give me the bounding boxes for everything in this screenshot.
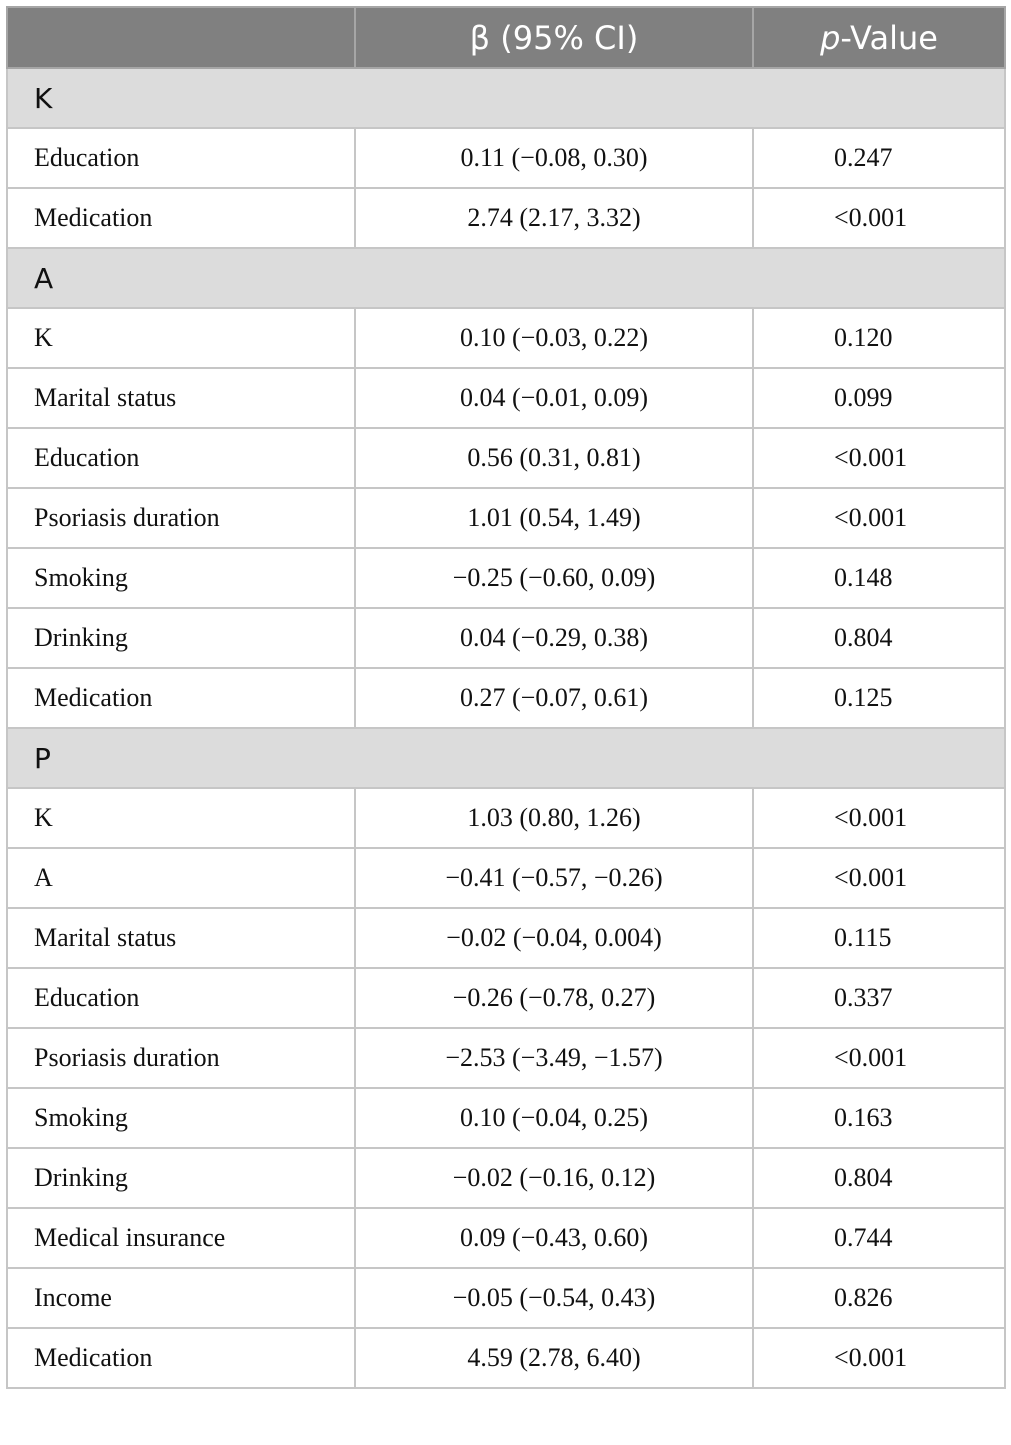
- p-value-cell: 0.115: [753, 908, 1005, 968]
- p-value-cell: 0.804: [753, 608, 1005, 668]
- table-row: [7, 368, 1005, 428]
- p-value-cell: <0.001: [753, 848, 1005, 908]
- table-row: [7, 1268, 1005, 1328]
- p-value-cell: 0.120: [753, 308, 1005, 368]
- variable-cell: Education: [7, 968, 355, 1028]
- variable-cell: Psoriasis duration: [7, 1028, 355, 1088]
- beta-cell: 4.59 (2.78, 6.40): [355, 1328, 753, 1388]
- table-row: [7, 1028, 1005, 1088]
- table-row: [7, 668, 1005, 728]
- regression-table: [6, 6, 1006, 1389]
- variable-cell: Medication: [7, 668, 355, 728]
- variable-cell: Psoriasis duration: [7, 488, 355, 548]
- beta-cell: −0.41 (−0.57, −0.26): [355, 848, 753, 908]
- table-body: [7, 68, 1005, 1388]
- table-row: [7, 788, 1005, 848]
- variable-cell: Smoking: [7, 548, 355, 608]
- p-value-cell: <0.001: [753, 788, 1005, 848]
- table-row: [7, 488, 1005, 548]
- beta-cell: 0.09 (−0.43, 0.60): [355, 1208, 753, 1268]
- p-value-cell: <0.001: [753, 488, 1005, 548]
- p-value-cell: 0.744: [753, 1208, 1005, 1268]
- section-label: P: [7, 728, 1005, 788]
- variable-cell: K: [7, 788, 355, 848]
- table-row: [7, 1088, 1005, 1148]
- p-value-cell: 0.099: [753, 368, 1005, 428]
- variable-cell: Education: [7, 128, 355, 188]
- beta-cell: −0.25 (−0.60, 0.09): [355, 548, 753, 608]
- beta-cell: −0.02 (−0.04, 0.004): [355, 908, 753, 968]
- p-value-cell: 0.247: [753, 128, 1005, 188]
- beta-cell: −0.02 (−0.16, 0.12): [355, 1148, 753, 1208]
- variable-cell: Medication: [7, 188, 355, 248]
- beta-cell: −0.05 (−0.54, 0.43): [355, 1268, 753, 1328]
- variable-cell: Medication: [7, 1328, 355, 1388]
- section-label: A: [7, 248, 1005, 308]
- table-row: [7, 608, 1005, 668]
- header-row: [7, 7, 1005, 68]
- variable-cell: K: [7, 308, 355, 368]
- beta-cell: 0.10 (−0.04, 0.25): [355, 1088, 753, 1148]
- table-row: [7, 128, 1005, 188]
- header-beta: β (95% CI): [355, 7, 753, 68]
- section-row: [7, 248, 1005, 308]
- variable-cell: Drinking: [7, 608, 355, 668]
- beta-cell: 0.04 (−0.01, 0.09): [355, 368, 753, 428]
- beta-cell: 1.03 (0.80, 1.26): [355, 788, 753, 848]
- variable-cell: Medical insurance: [7, 1208, 355, 1268]
- table-row: [7, 968, 1005, 1028]
- section-label: K: [7, 68, 1005, 128]
- p-value-cell: <0.001: [753, 1328, 1005, 1388]
- table-row: [7, 548, 1005, 608]
- p-value-cell: <0.001: [753, 1028, 1005, 1088]
- table-row: [7, 308, 1005, 368]
- table-row: [7, 1328, 1005, 1388]
- beta-cell: 0.56 (0.31, 0.81): [355, 428, 753, 488]
- p-value-cell: 0.163: [753, 1088, 1005, 1148]
- table-container: [6, 6, 1004, 1389]
- variable-cell: Marital status: [7, 368, 355, 428]
- header-p-rest: -Value: [840, 18, 938, 57]
- p-value-cell: 0.826: [753, 1268, 1005, 1328]
- beta-cell: 2.74 (2.17, 3.32): [355, 188, 753, 248]
- beta-cell: 1.01 (0.54, 1.49): [355, 488, 753, 548]
- section-row: [7, 68, 1005, 128]
- beta-cell: 0.27 (−0.07, 0.61): [355, 668, 753, 728]
- header-variable: [7, 7, 355, 68]
- table-row: [7, 1208, 1005, 1268]
- p-value-cell: 0.804: [753, 1148, 1005, 1208]
- p-value-cell: 0.125: [753, 668, 1005, 728]
- table-row: [7, 428, 1005, 488]
- section-row: [7, 728, 1005, 788]
- beta-cell: −0.26 (−0.78, 0.27): [355, 968, 753, 1028]
- p-value-cell: <0.001: [753, 428, 1005, 488]
- beta-cell: 0.10 (−0.03, 0.22): [355, 308, 753, 368]
- table-row: [7, 848, 1005, 908]
- variable-cell: Marital status: [7, 908, 355, 968]
- beta-cell: −2.53 (−3.49, −1.57): [355, 1028, 753, 1088]
- p-value-cell: 0.148: [753, 548, 1005, 608]
- p-value-cell: 0.337: [753, 968, 1005, 1028]
- variable-cell: Smoking: [7, 1088, 355, 1148]
- table-row: [7, 1148, 1005, 1208]
- table-row: [7, 188, 1005, 248]
- header-p-italic: p: [820, 18, 841, 57]
- beta-cell: 0.04 (−0.29, 0.38): [355, 608, 753, 668]
- beta-cell: 0.11 (−0.08, 0.30): [355, 128, 753, 188]
- variable-cell: Education: [7, 428, 355, 488]
- header-p-value: [753, 7, 1005, 68]
- variable-cell: A: [7, 848, 355, 908]
- variable-cell: Income: [7, 1268, 355, 1328]
- p-value-cell: <0.001: [753, 188, 1005, 248]
- variable-cell: Drinking: [7, 1148, 355, 1208]
- table-row: [7, 908, 1005, 968]
